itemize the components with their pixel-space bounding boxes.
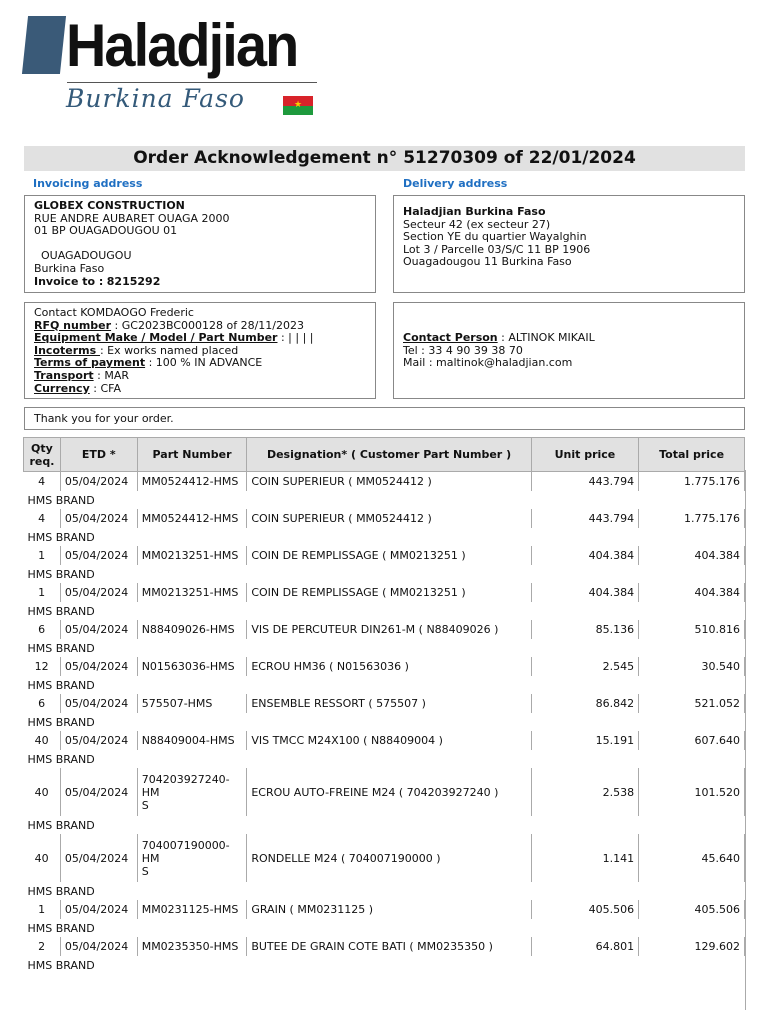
brand-row (24, 956, 745, 974)
cell-designation: VIS DE PERCUTEUR DIN261-M ( N88409026 ) (247, 620, 531, 639)
cell-qty: 4 (38, 475, 46, 488)
cell-qty: 2 (38, 940, 46, 953)
cell-unit-price: 64.801 (531, 937, 638, 956)
invoicing-country: Burkina Faso (34, 261, 105, 275)
brand-row (24, 919, 745, 937)
brand-label: HMS BRAND (27, 921, 95, 935)
cell-total-price: 404.384 (639, 583, 745, 602)
brand-row (24, 676, 745, 694)
payment-terms-label: Terms of payment (34, 356, 146, 370)
brand-row (24, 750, 745, 768)
brand-label: HMS BRAND (27, 678, 95, 692)
currency-value: : CFA (89, 381, 121, 395)
cell-total-price: 510.816 (639, 620, 745, 639)
cell-total-price: 1.775.176 (639, 472, 745, 492)
cell-total-price: 129.602 (639, 937, 745, 956)
cell-etd: 05/04/2024 (60, 657, 137, 676)
cell-etd: 05/04/2024 (60, 694, 137, 713)
delivery-line3: Lot 3 / Parcelle 03/S/C 11 BP 1906 (403, 242, 591, 256)
cell-designation: COIN SUPERIEUR ( MM0524412 ) (247, 472, 531, 492)
cell-unit-price: 86.842 (531, 694, 638, 713)
cell-designation: GRAIN ( MM0231125 ) (247, 900, 531, 919)
table-row (24, 509, 745, 528)
table-row (24, 620, 745, 639)
cell-unit-price: 2.538 (531, 768, 638, 816)
invoicing-address-label: Invoicing address (33, 177, 143, 190)
cell-qty: 6 (38, 697, 46, 710)
brand-row (24, 528, 745, 546)
cell-unit-price: 85.136 (531, 620, 638, 639)
cell-qty: 1 (38, 903, 46, 916)
table-row (24, 657, 745, 676)
brand-row (24, 713, 745, 731)
cell-unit-price: 404.384 (531, 546, 638, 565)
cell-designation: ECROU AUTO-FREINE M24 ( 704203927240 ) (247, 768, 531, 816)
invoicing-line2: 01 BP OUAGADOUGOU 01 (34, 224, 178, 238)
contact-name: Contact KOMDAOGO Frederic (34, 306, 194, 319)
brand-row (24, 882, 745, 900)
contact-person-label: Contact Person (403, 331, 498, 344)
cell-designation: COIN SUPERIEUR ( MM0524412 ) (247, 509, 531, 528)
header-qty: Qty req. (24, 438, 61, 472)
header-designation: Designation* ( Customer Part Number ) (247, 438, 531, 472)
brand-label: HMS BRAND (27, 493, 95, 507)
brand-label: HMS BRAND (27, 530, 95, 544)
brand-row (24, 639, 745, 657)
table-row (24, 694, 745, 713)
currency-label: Currency (34, 381, 90, 395)
cell-part-number: 704203927240-HM S (137, 768, 247, 816)
invoicing-line1: RUE ANDRE AUBARET OUAGA 2000 (34, 211, 230, 225)
logo-country: Burkina Faso (66, 84, 245, 113)
logo-brand: Haladjian (66, 12, 298, 79)
cell-total-price: 607.640 (639, 731, 745, 750)
invoicing-address-box (24, 195, 376, 293)
table-body (24, 472, 745, 975)
cell-total-price: 30.540 (639, 657, 745, 676)
brand-row (24, 565, 745, 583)
cell-etd: 05/04/2024 (60, 900, 137, 919)
table-header-row (24, 438, 745, 472)
table-row (24, 583, 745, 602)
order-items-table (23, 437, 745, 974)
brand-label: HMS BRAND (27, 884, 95, 898)
cell-part-number: 704007190000-HM S (137, 834, 247, 882)
brand-row (24, 816, 745, 834)
brand-label: HMS BRAND (27, 567, 95, 581)
cell-qty: 40 (34, 785, 49, 799)
header-total-price: Total price (639, 438, 745, 472)
cell-etd: 05/04/2024 (60, 583, 137, 602)
brand-label: HMS BRAND (27, 604, 95, 618)
delivery-company: Haladjian Burkina Faso (403, 205, 546, 218)
cell-total-price: 521.052 (639, 694, 745, 713)
incoterms-value: : Ex works named placed (99, 343, 239, 357)
cell-part-number: N01563036-HMS (137, 657, 247, 676)
cell-etd: 05/04/2024 (60, 731, 137, 750)
cell-unit-price: 1.141 (531, 834, 638, 882)
equipment-label: Equipment Make / Model / Part Number (34, 331, 278, 345)
brand-label: HMS BRAND (27, 818, 95, 832)
delivery-address-label: Delivery address (403, 177, 508, 190)
table-row (24, 546, 745, 565)
contact-person-box (393, 302, 745, 399)
cell-part-number: N88409026-HMS (137, 620, 247, 639)
cell-designation: BUTEE DE GRAIN COTE BATI ( MM0235350 ) (247, 937, 531, 956)
cell-total-price: 404.384 (639, 546, 745, 565)
equipment-value: : | | | | (277, 331, 314, 345)
header-etd: ETD * (60, 438, 137, 472)
brand-row (24, 491, 745, 509)
cell-etd: 05/04/2024 (60, 834, 137, 882)
invoicing-city: OUAGADOUGOU (41, 249, 132, 263)
brand-label: HMS BRAND (27, 715, 95, 729)
cell-designation: COIN DE REMPLISSAGE ( MM0213251 ) (247, 583, 531, 602)
cell-etd: 05/04/2024 (60, 509, 137, 528)
transport-value: : MAR (93, 368, 129, 382)
delivery-line1: Secteur 42 (ex secteur 27) (403, 217, 551, 231)
document-title: Order Acknowledgement n° 51270309 of 22/01/2024 (24, 146, 745, 171)
contact-tel: Tel : 33 4 90 39 38 70 (403, 343, 523, 357)
payment-terms-value: : 100 % IN ADVANCE (145, 356, 263, 370)
cell-total-price: 405.506 (639, 900, 745, 919)
cell-qty: 1 (38, 549, 46, 562)
cell-unit-price: 443.794 (531, 509, 638, 528)
brand-row (24, 602, 745, 620)
cell-designation: RONDELLE M24 ( 704007190000 ) (247, 834, 531, 882)
logo-divider (67, 82, 317, 83)
cell-part-number: MM0524412-HMS (137, 472, 247, 492)
cell-part-number: MM0235350-HMS (137, 937, 247, 956)
table-row (24, 731, 745, 750)
logo-mark (22, 16, 66, 74)
table-row (24, 937, 745, 956)
cell-part-number: N88409004-HMS (137, 731, 247, 750)
brand-label: HMS BRAND (27, 958, 95, 972)
header-part-number: Part Number (137, 438, 247, 472)
cell-total-price: 101.520 (639, 768, 745, 816)
cell-designation: VIS TMCC M24X100 ( N88409004 ) (247, 731, 531, 750)
contact-person-name: : ALTINOK MIKAIL (497, 331, 595, 344)
header-unit-price: Unit price (531, 438, 638, 472)
cell-unit-price: 2.545 (531, 657, 638, 676)
table-row (24, 900, 745, 919)
rfq-label: RFQ number (34, 318, 112, 332)
cell-part-number: MM0213251-HMS (137, 583, 247, 602)
thank-you-message: Thank you for your order. (24, 407, 745, 430)
cell-qty: 12 (34, 660, 49, 673)
burkina-flag-icon: ★ (283, 96, 313, 115)
transport-label: Transport (34, 368, 94, 382)
invoice-to-label: Invoice to : (34, 274, 104, 288)
cell-etd: 05/04/2024 (60, 472, 137, 492)
cell-etd: 05/04/2024 (60, 768, 137, 816)
contact-mail: Mail : maltinok@haladjian.com (403, 356, 573, 370)
table-row (24, 768, 745, 816)
cell-qty: 40 (34, 851, 49, 865)
cell-etd: 05/04/2024 (60, 620, 137, 639)
table-row (24, 472, 745, 492)
delivery-line4: Ouagadougou 11 Burkina Faso (403, 255, 572, 269)
cell-unit-price: 405.506 (531, 900, 638, 919)
invoice-number: 8215292 (106, 274, 161, 288)
cell-designation: ECROU HM36 ( N01563036 ) (247, 657, 531, 676)
table-right-border (745, 470, 746, 1010)
rfq-value: : GC2023BC000128 of 28/11/2023 (111, 318, 304, 332)
cell-part-number: 575507-HMS (137, 694, 247, 713)
incoterms-label: Incoterms (34, 343, 100, 357)
cell-part-number: MM0213251-HMS (137, 546, 247, 565)
cell-total-price: 1.775.176 (639, 509, 745, 528)
cell-total-price: 45.640 (639, 834, 745, 882)
brand-label: HMS BRAND (27, 752, 95, 766)
cell-qty: 40 (34, 734, 49, 747)
cell-unit-price: 404.384 (531, 583, 638, 602)
table-row (24, 834, 745, 882)
delivery-address-box (393, 195, 745, 293)
cell-qty: 1 (38, 586, 46, 599)
cell-unit-price: 15.191 (531, 731, 638, 750)
cell-etd: 05/04/2024 (60, 546, 137, 565)
cell-qty: 6 (38, 623, 46, 636)
cell-qty: 4 (38, 512, 46, 525)
cell-designation: ENSEMBLE RESSORT ( 575507 ) (247, 694, 531, 713)
cell-etd: 05/04/2024 (60, 937, 137, 956)
brand-label: HMS BRAND (27, 641, 95, 655)
delivery-line2: Section YE du quartier Wayalghin (403, 230, 587, 244)
cell-unit-price: 443.794 (531, 472, 638, 492)
cell-part-number: MM0524412-HMS (137, 509, 247, 528)
cell-designation: COIN DE REMPLISSAGE ( MM0213251 ) (247, 546, 531, 565)
invoicing-company: GLOBEX CONSTRUCTION (34, 199, 185, 212)
order-details-box (24, 302, 376, 399)
cell-part-number: MM0231125-HMS (137, 900, 247, 919)
